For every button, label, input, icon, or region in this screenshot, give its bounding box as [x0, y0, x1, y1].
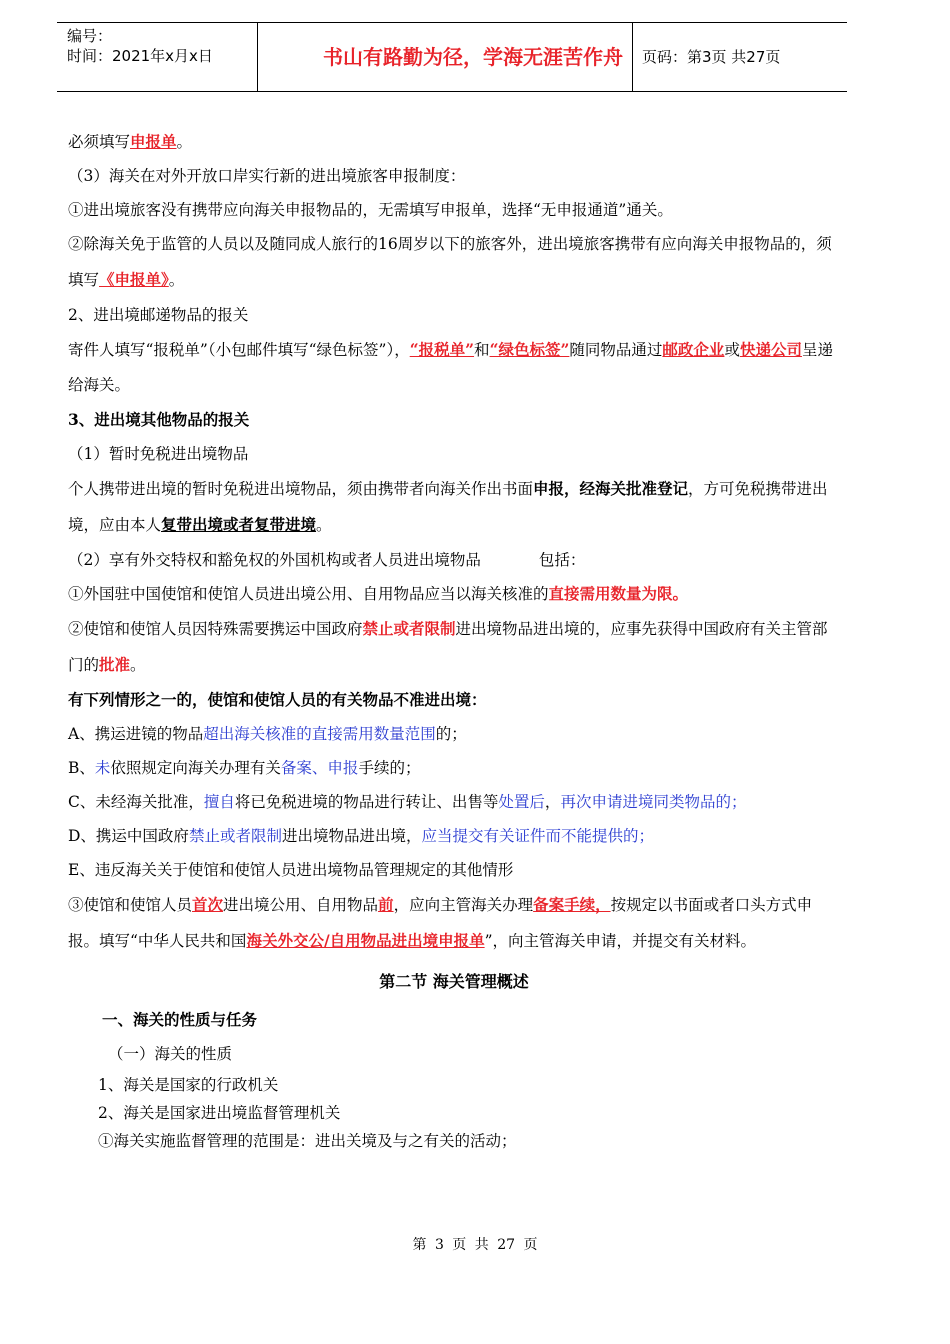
list-item: ①海关实施监督管理的范围是：进出关境及与之有关的活动；: [98, 1132, 517, 1150]
paragraph: （2）享有外交特权和豁免权的外国机构或者人员进出境物品 包括：: [68, 551, 586, 569]
heading: 一、海关的性质与任务: [102, 1010, 258, 1029]
list-item: C、未经海关批准，擅自将已免税进境的物品进行转让、出售等处置后，再次申请进境同类物品的；: [68, 793, 747, 811]
paragraph: ①外国驻中国使馆和使馆人员进出境公用、自用物品应当以海关核准的直接需用数量为限。: [68, 584, 689, 603]
paragraph: 个人携带进出境的暂时免税进出境物品，须由携带者向海关作出书面申报，经海关批准登记，方可免税携带进出境，应由本人复带出境或者复带进境。: [68, 479, 828, 534]
number-label: 编号：: [67, 27, 113, 45]
paragraph: ③使馆和使馆人员首次进出境公用、自用物品前，应向主管海关办理备案手续，按规定以书面或者口头方式申报。填写“中华人民共和国海关外交公/自用物品进出境申报单”，向主管海关申请，并提交有关材料。: [68, 895, 813, 950]
header-divider: [632, 23, 633, 91]
paragraph: 2、进出境邮递物品的报关: [68, 306, 249, 324]
list-item: E、违反海关关于使馆和使馆人员进出境物品管理规定的其他情形: [68, 861, 514, 879]
page-number: 第 3 页 共 27 页: [412, 1237, 538, 1253]
list-item: A、携运进镜的物品超出海关核准的直接需用数量范围的；: [68, 725, 467, 743]
page-footer: [0, 1234, 950, 1254]
list-item: 2、海关是国家进出境监督管理机关: [98, 1104, 341, 1122]
paragraph: ②使馆和使馆人员因特殊需要携运中国政府禁止或者限制进出境物品进出境的，应事先获得中国政府有关主管部门的批准。: [68, 619, 828, 674]
section-title: 第二节 海关管理概述: [379, 972, 529, 991]
paragraph: 必须填写申报单。: [68, 132, 193, 151]
paragraph: ①进出境旅客没有携带应向海关申报物品的，无需填写申报单，选择“无申报通道”通关。: [68, 201, 673, 219]
heading: 有下列情形之一的，使馆和使馆人员的有关物品不准进出境：: [68, 690, 487, 709]
paragraph: （3）海关在对外开放口岸实行新的进出境旅客申报制度：: [68, 167, 466, 185]
header-motto: 书山有路勤为径，学海无涯苦作舟: [323, 45, 623, 69]
page-header: [57, 22, 847, 92]
header-page-info: 页码：第3页 共27页: [642, 48, 781, 66]
subheading: （一）海关的性质: [108, 1045, 233, 1063]
time-label: 时间：2021年x月x日: [67, 47, 213, 65]
paragraph: 寄件人填写“报税单”（小包邮件填写“绿色标签”），“报税单”和“绿色标签”随同物品通过邮政企业或快递公司呈递给海关。: [68, 340, 833, 394]
paragraph: （1）暂时免税进出境物品: [68, 445, 249, 463]
list-item: D、携运中国政府禁止或者限制进出境物品进出境，应当提交有关证件而不能提供的；: [68, 827, 654, 845]
header-meta: [67, 26, 257, 66]
document-body: [68, 125, 840, 1155]
list-item: B、未依照规定向海关办理有关备案、申报手续的；: [68, 759, 421, 777]
heading: 3、进出境其他物品的报关: [68, 410, 250, 429]
list-item: 1、海关是国家的行政机关: [98, 1076, 279, 1094]
paragraph: ②除海关免于监管的人员以及随同成人旅行的16周岁以下的旅客外，进出境旅客携带有应向海关申报物品的，须填写《申报单》。: [68, 235, 832, 289]
